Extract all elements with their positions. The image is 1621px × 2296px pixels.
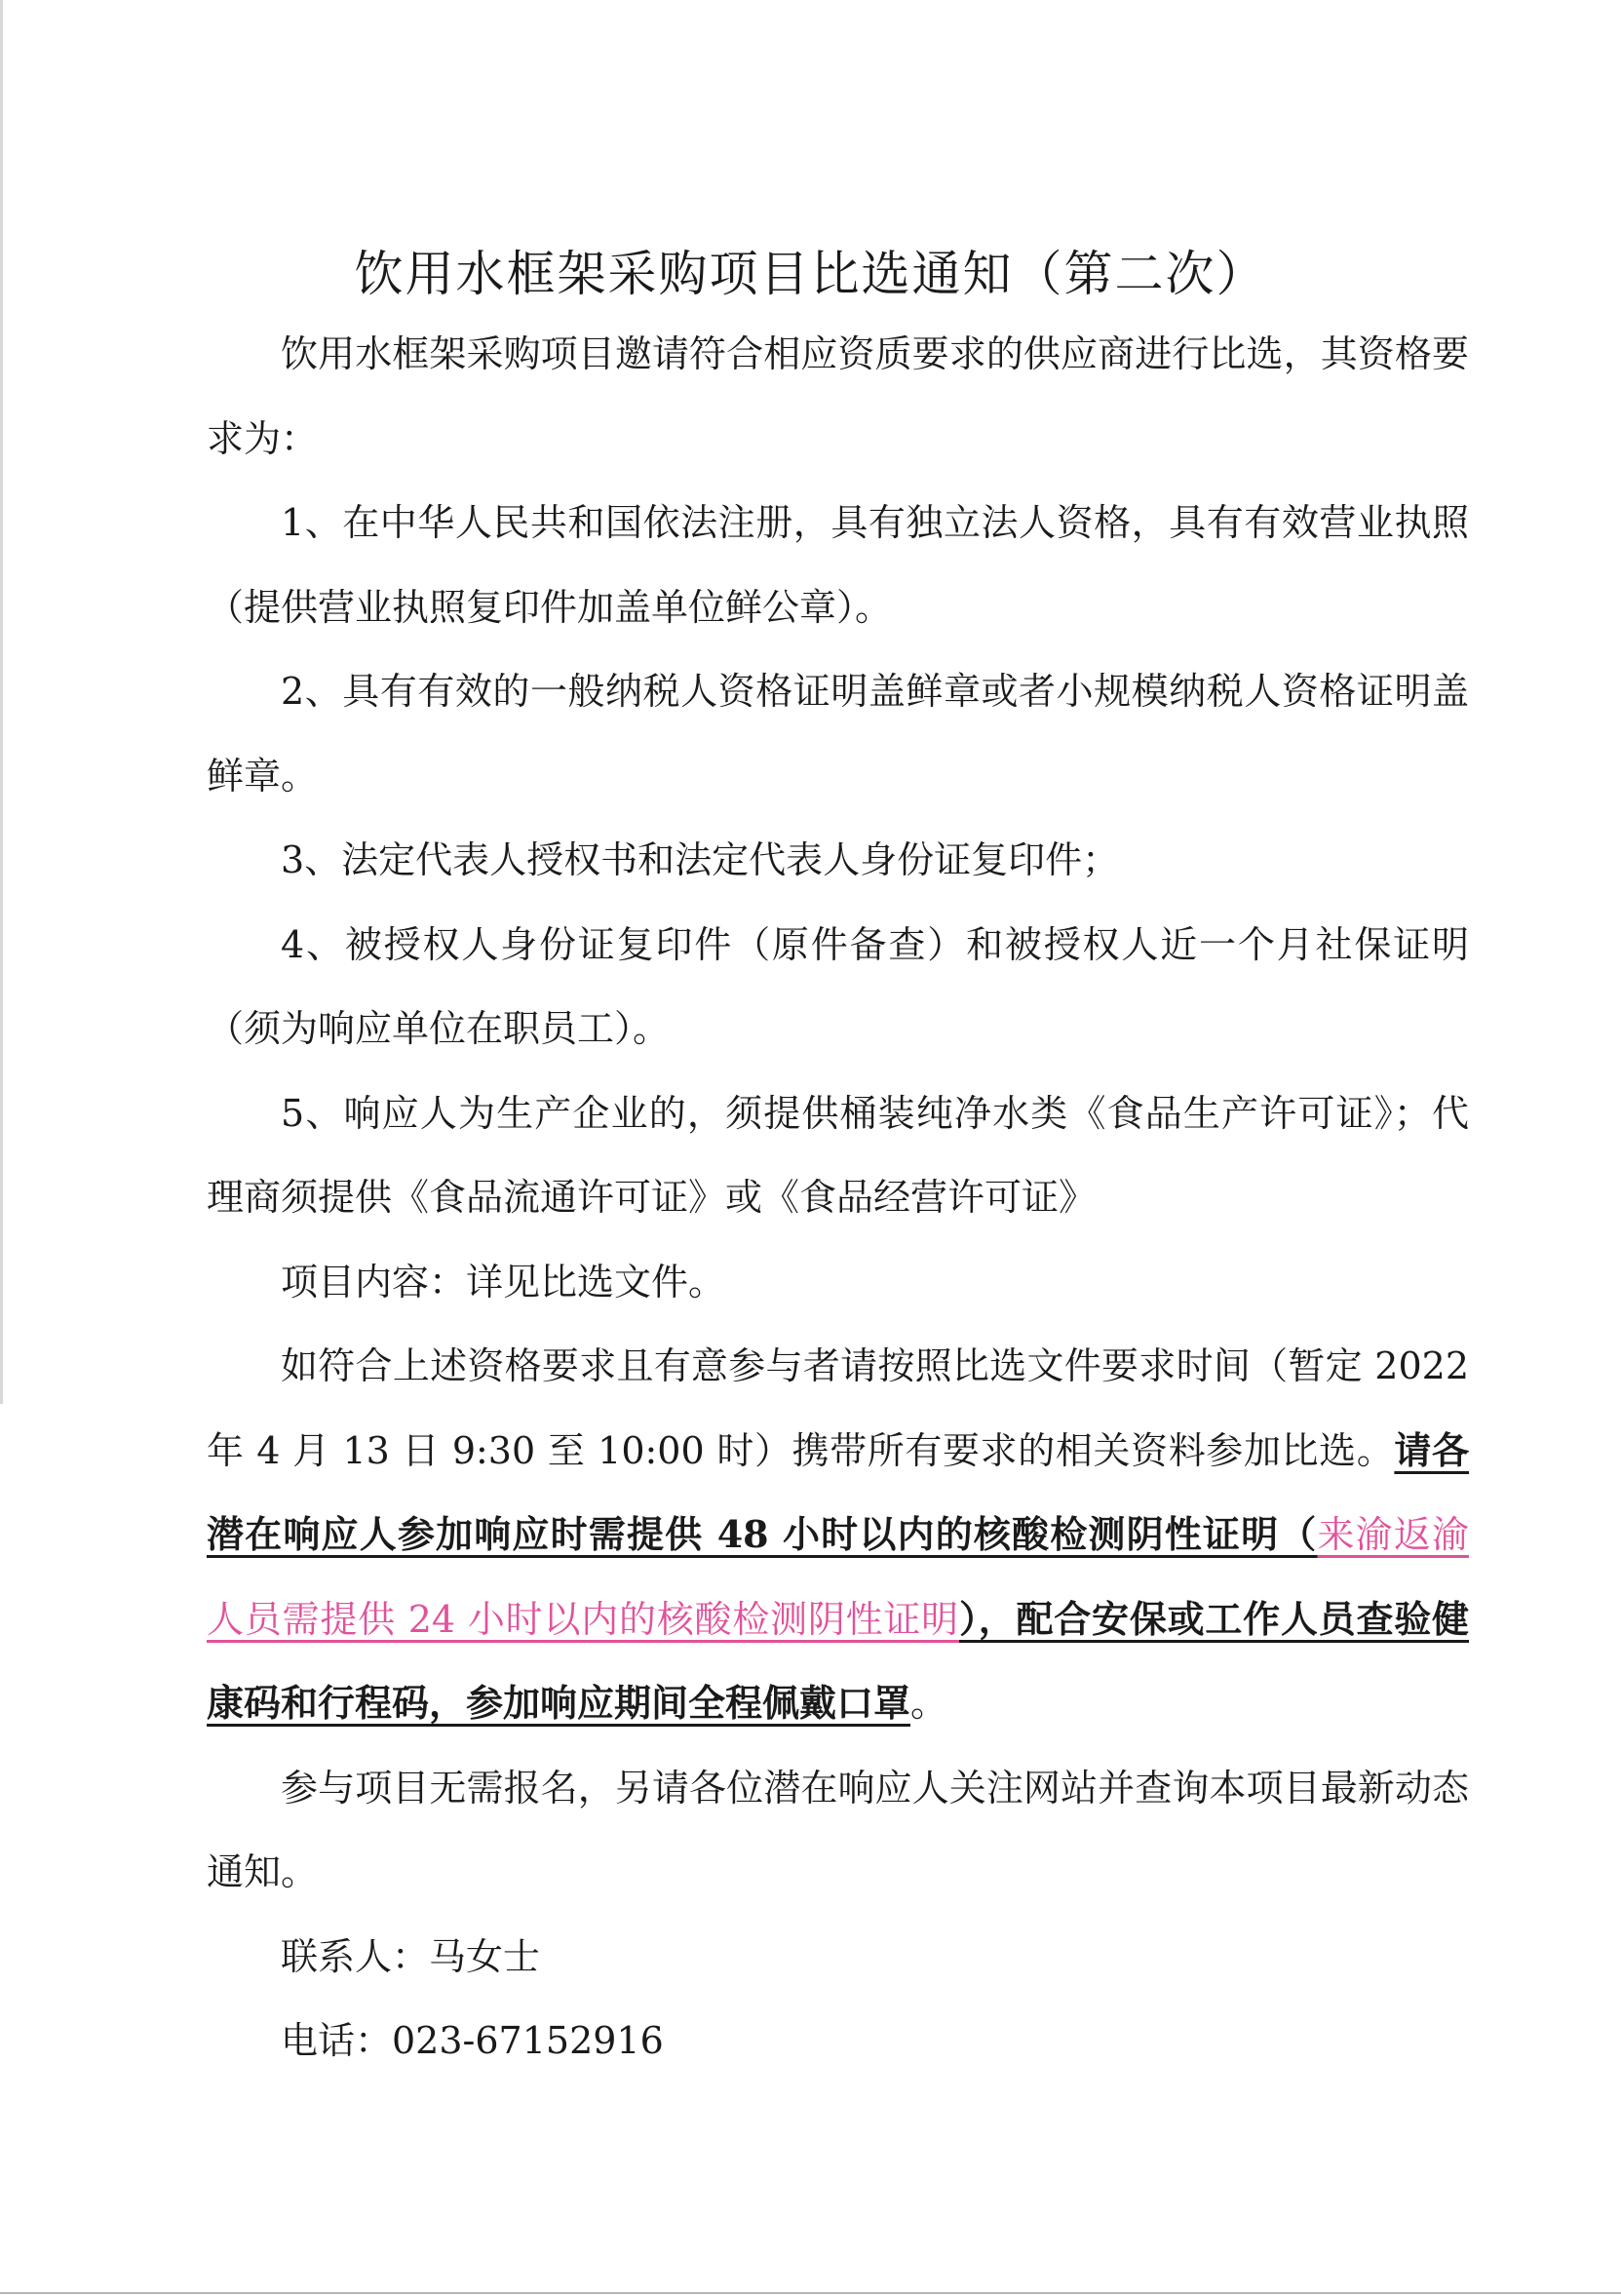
attendance-plain: 如符合上述资格要求且有意参与者请按照比选文件要求时间（暂定 2022 年 4 月 13 日 9:30 至 10:00 时）携带所有要求的相关资料参加比选。: [207, 1344, 1469, 1472]
no-registration-paragraph: 参与项目无需报名，另请各位潜在响应人关注网站并查询本项目最新动态通知。: [207, 1766, 1469, 1893]
requirement-5: 5、响应人为生产企业的，须提供桶装纯净水类《食品生产许可证》；代理商须提供《食品流通许可证》或《食品经营许可证》: [207, 1091, 1469, 1219]
contact-person: 联系人：马女士: [281, 1934, 541, 1978]
bottom-rule: [0, 2292, 1621, 2294]
attendance-bold-after: ），配合安保或工作人员查验健康码和行程码，参加响应期间全程佩戴口罩: [207, 1596, 1469, 1725]
scan-edge: [0, 0, 3, 1404]
contact-phone: 电话：023-67152916: [281, 2019, 664, 2062]
attendance-bold-before: 请各潜在响应人参加响应时需提供 48 小时以内的核酸检测阴性证明（: [207, 1427, 1469, 1556]
intro-paragraph: 饮用水框架采购项目邀请符合相应资质要求的供应商进行比选，其资格要求为：: [207, 332, 1469, 460]
attendance-end: 。: [910, 1682, 948, 1725]
requirement-3: 3、法定代表人授权书和法定代表人身份证复印件；: [281, 838, 1120, 881]
document-title: 饮用水框架采购项目比选通知（第二次）: [354, 245, 1267, 302]
document-body: [207, 312, 1469, 2083]
project-content: 项目内容：详见比选文件。: [281, 1260, 726, 1304]
attendance-pink-note: 来渝返渝人员需提供 24 小时以内的核酸检测阴性证明: [207, 1513, 1469, 1641]
requirement-4: 4、被授权人身份证复印件（原件备查）和被授权人近一个月社保证明（须为响应单位在职员工）。: [207, 922, 1469, 1050]
requirement-2: 2、具有有效的一般纳税人资格证明盖鲜章或者小规模纳税人资格证明盖鲜章。: [207, 670, 1469, 798]
attendance-paragraph: [207, 1324, 1469, 1746]
requirement-1: 1、在中华人民共和国依法注册，具有独立法人资格，具有有效营业执照（提供营业执照复印件加盖单位鲜公章）。: [207, 501, 1469, 629]
